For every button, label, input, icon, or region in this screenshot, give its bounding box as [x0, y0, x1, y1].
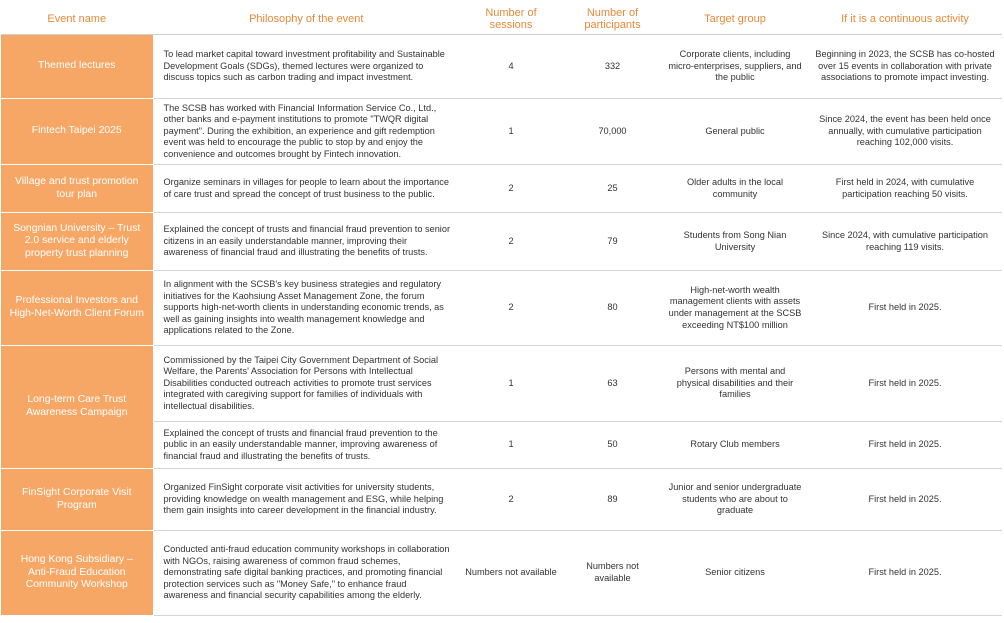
target-group-cell: Older adults in the local community	[662, 165, 808, 213]
sessions-cell: 2	[459, 271, 563, 346]
sessions-cell: Numbers not available	[459, 531, 563, 616]
continuous-cell: First held in 2025.	[808, 531, 1002, 616]
event-name-cell: Themed lectures	[1, 35, 153, 99]
event-name-cell: Professional Investors and High-Net-Worth Client Forum	[1, 271, 153, 346]
continuous-cell: First held in 2025.	[808, 271, 1002, 346]
sessions-cell: 2	[459, 213, 563, 271]
sessions-cell: 2	[459, 165, 563, 213]
continuous-cell: Beginning in 2023, the SCSB has co-hosted over 15 events in collaboration with private associations to promote impact investing.	[808, 35, 1002, 99]
target-group-cell: Junior and senior undergraduate students who are about to graduate	[662, 469, 808, 531]
participants-cell: 50	[563, 422, 662, 469]
table-row	[1, 213, 1002, 271]
philosophy-cell: Organize seminars in villages for people to learn about the importance of care trust and spread the concept of trust business to the public.	[153, 165, 459, 213]
target-group-cell: Rotary Club members	[662, 422, 808, 469]
continuous-cell: First held in 2025.	[808, 469, 1002, 531]
table-row	[1, 165, 1002, 213]
continuous-cell: First held in 2024, with cumulative participation reaching 50 visits.	[808, 165, 1002, 213]
philosophy-cell: Explained the concept of trusts and financial fraud prevention to the public in an easily understandable manner, improving awareness of financial fraud and illustrating the benefits of trusts.	[153, 422, 459, 469]
participants-cell: 25	[563, 165, 662, 213]
event-name-cell: Songnian University – Trust 2.0 service and elderly property trust planning	[1, 213, 153, 271]
philosophy-cell: To lead market capital toward investment profitability and Sustainable Development Goals (SDGs), themed lectures were organized to discuss topics such as carbon trading and impact investment.	[153, 35, 459, 99]
target-group-cell: High-net-worth wealth management clients with assets under management at the SCSB exceeding NT$100 million	[662, 271, 808, 346]
header-sessions: Number of sessions	[459, 3, 563, 35]
header-participants: Number of participants	[563, 3, 662, 35]
sessions-cell: 1	[459, 346, 563, 422]
participants-cell: 332	[563, 35, 662, 99]
header-philosophy: Philosophy of the event	[153, 3, 459, 35]
sessions-cell: 2	[459, 469, 563, 531]
participants-cell: 63	[563, 346, 662, 422]
header-continuous: If it is a continuous activity	[808, 3, 1002, 35]
header-target-group: Target group	[662, 3, 808, 35]
table-row	[1, 99, 1002, 165]
continuous-cell: Since 2024, with cumulative participation reaching 119 visits.	[808, 213, 1002, 271]
philosophy-cell: In alignment with the SCSB's key business strategies and regulatory initiatives for the Kaohsiung Asset Management Zone, the forum supports high-net-worth clients in understanding economic trends, as well as gaining insights into wealth management knowledge and applications related to the Zone.	[153, 271, 459, 346]
participants-cell: 79	[563, 213, 662, 271]
participants-cell: 80	[563, 271, 662, 346]
target-group-cell: General public	[662, 99, 808, 165]
philosophy-cell: Commissioned by the Taipei City Government Department of Social Welfare, the Parents' Association for Persons with Intellectual Disabilities conducted outreach activities to promote trust services integrated with caregiving support for families of individuals with intellectual disabilities.	[153, 346, 459, 422]
table-row	[1, 35, 1002, 99]
table-row	[1, 271, 1002, 346]
continuous-cell: First held in 2025.	[808, 422, 1002, 469]
philosophy-cell: The SCSB has worked with Financial Information Service Co., Ltd., other banks and e-payment institutions to promote "TWQR digital payment". During the exhibition, an experience and gift redemption event was held to encourage the public to stop by and enjoy the convenience and outcomes brought by Fintech innovation.	[153, 99, 459, 165]
philosophy-cell: Organized FinSight corporate visit activities for university students, providing knowledge on wealth management and ESG, while helping them gain insights into career development in the financial industry.	[153, 469, 459, 531]
philosophy-cell: Explained the concept of trusts and financial fraud prevention to senior citizens in an easily understandable manner, improving their awareness of financial fraud and illustrating the benefits of trusts.	[153, 213, 459, 271]
table-row	[1, 346, 1002, 422]
participants-cell: 89	[563, 469, 662, 531]
target-group-cell: Corporate clients, including micro-enterprises, suppliers, and the public	[662, 35, 808, 99]
event-name-cell: Hong Kong Subsidiary – Anti-Fraud Education Community Workshop	[1, 531, 153, 616]
events-table	[1, 3, 1002, 616]
philosophy-cell: Conducted anti-fraud education community workshops in collaboration with NGOs, raising awareness of common fraud schemes, demonstrating safe digital banking practices, and promoting financial protection services such as "Money Safe," to enhance fraud awareness and financial security capabilities among the elderly.	[153, 531, 459, 616]
target-group-cell: Senior citizens	[662, 531, 808, 616]
event-name-cell: Village and trust promotion tour plan	[1, 165, 153, 213]
sessions-cell: 4	[459, 35, 563, 99]
continuous-cell: First held in 2025.	[808, 346, 1002, 422]
table-row	[1, 469, 1002, 531]
table-row	[1, 531, 1002, 616]
participants-cell: Numbers not available	[563, 531, 662, 616]
sessions-cell: 1	[459, 422, 563, 469]
event-name-cell: FinSight Corporate Visit Program	[1, 469, 153, 531]
participants-cell: 70,000	[563, 99, 662, 165]
event-name-cell: Fintech Taipei 2025	[1, 99, 153, 165]
header-event-name: Event name	[1, 3, 153, 35]
continuous-cell: Since 2024, the event has been held once annually, with cumulative participation reaching 102,000 visits.	[808, 99, 1002, 165]
target-group-cell: Persons with mental and physical disabilities and their families	[662, 346, 808, 422]
event-name-cell: Long-term Care Trust Awareness Campaign	[1, 346, 153, 469]
sessions-cell: 1	[459, 99, 563, 165]
target-group-cell: Students from Song Nian University	[662, 213, 808, 271]
header-row	[1, 3, 1002, 35]
